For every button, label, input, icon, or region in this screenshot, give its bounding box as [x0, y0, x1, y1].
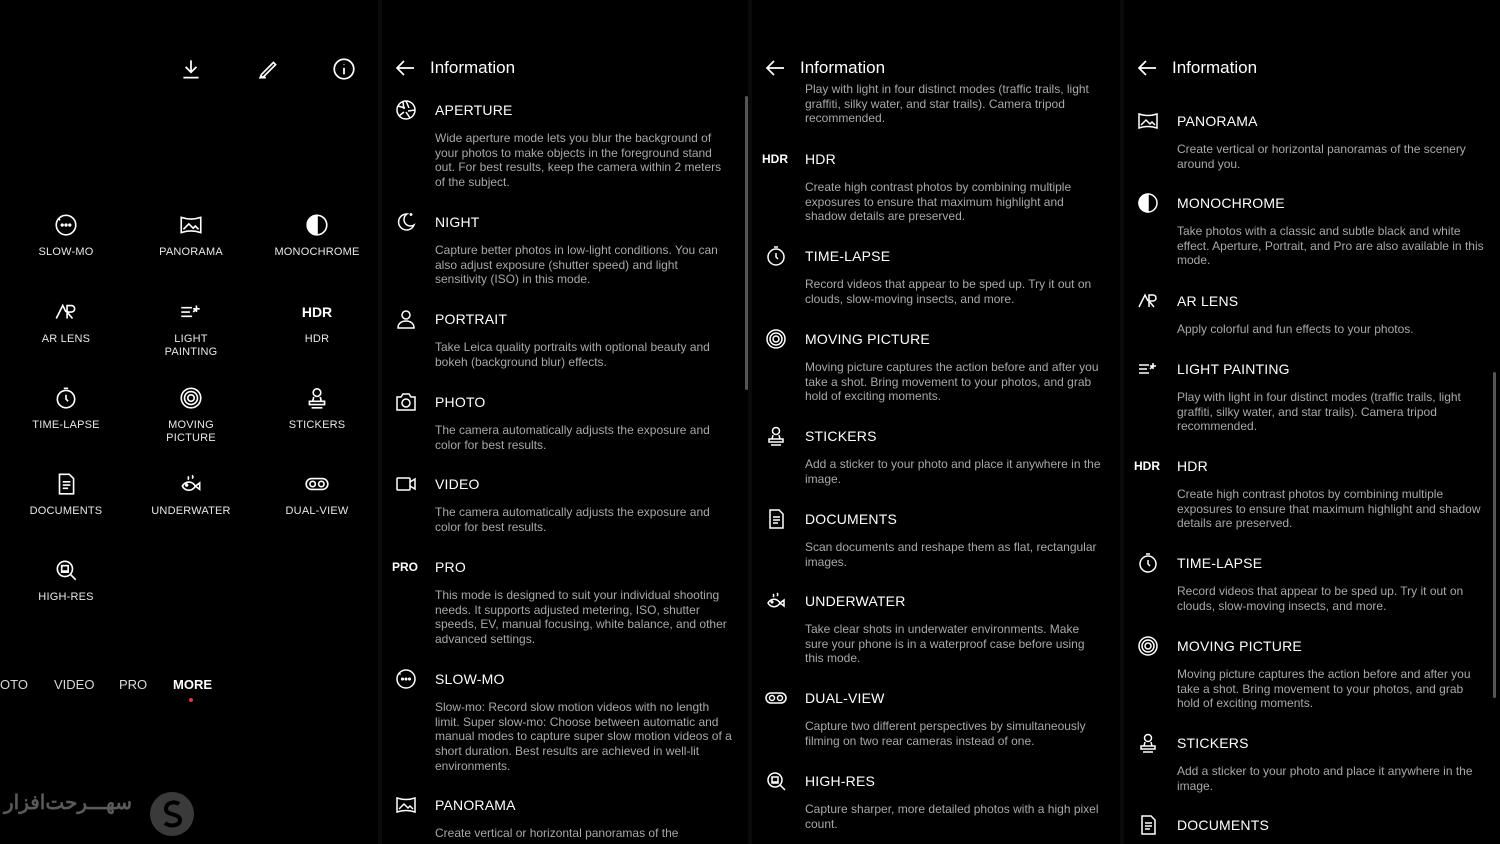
item-name: PANORAMA	[435, 797, 516, 813]
moving-picture-icon	[1136, 634, 1160, 658]
download-icon[interactable]	[178, 56, 204, 82]
night-icon	[394, 210, 418, 234]
tab-pro[interactable]: PRO	[119, 677, 148, 692]
dual-view-icon	[254, 471, 378, 497]
mode-label: STICKERS	[288, 419, 346, 431]
underwater-icon	[764, 589, 788, 613]
mode-timelapse[interactable]	[3, 385, 129, 432]
light-painting-icon	[1136, 357, 1160, 381]
panorama-icon	[1136, 109, 1160, 133]
mode-label: PANORAMA	[159, 246, 223, 258]
page-title: Information	[1172, 58, 1258, 77]
monochrome-icon	[254, 212, 378, 238]
aperture-icon	[394, 98, 418, 122]
item-description: The camera automatically adjusts the exposure and color for best results.	[435, 423, 710, 452]
item-description: Capture two different perspectives by simultaneously filming on two rear cameras instead of one.	[805, 719, 1086, 748]
moving-picture-icon	[764, 327, 788, 351]
item-description: Scan documents and reshape them as flat, rectangular images.	[805, 540, 1097, 569]
item-description: Add a sticker to your photo and place it anywhere in the image.	[805, 457, 1101, 486]
dual-view-icon	[764, 686, 788, 710]
item-name: APERTURE	[435, 102, 513, 118]
light-painting-icon	[128, 299, 254, 325]
mode-dualview[interactable]	[254, 471, 378, 518]
stickers-icon	[764, 424, 788, 448]
pro-icon: PRO	[392, 560, 419, 574]
mode-highres[interactable]	[3, 557, 129, 604]
stickers-icon	[1136, 731, 1160, 755]
camera-more-panel	[0, 0, 378, 844]
item-name: TIME-LAPSE	[1177, 555, 1263, 571]
item-name: SLOW-MO	[435, 671, 505, 687]
timelapse-icon	[3, 385, 129, 411]
item-description: Moving picture captures the action before and after you take a shot. Bring movement to your photos, and grab hold of exciting moments.	[805, 360, 1099, 404]
ar-lens-icon	[3, 299, 129, 325]
mode-label: LIGHT PAINTING	[164, 333, 218, 358]
mode-label: MONOCHROME	[274, 246, 360, 258]
back-arrow-icon[interactable]	[1136, 58, 1158, 78]
mode-label: DUAL-VIEW	[285, 505, 349, 517]
documents-icon	[764, 507, 788, 531]
timelapse-icon	[764, 244, 788, 268]
item-description: Create high contrast photos by combining multiple exposures to ensure that maximum highlight and shadow details are preserved.	[805, 180, 1072, 224]
high-res-icon	[764, 769, 788, 793]
mode-label: MOVING PICTURE	[166, 419, 216, 444]
item-description: Slow-mo: Record slow motion videos with no length limit. Super slow-mo: Choose between automatic and manual modes to capture super slow motion videos of a short duration. Best results are achieved in well-lit environments.	[435, 700, 732, 773]
page-title: Information	[800, 58, 886, 77]
item-name: PORTRAIT	[435, 311, 508, 327]
underwater-icon	[128, 471, 254, 497]
moving-picture-icon	[128, 385, 254, 411]
monochrome-icon	[1136, 191, 1160, 215]
panorama-icon	[128, 212, 254, 238]
item-name: AR LENS	[1177, 293, 1239, 309]
item-description: The camera automatically adjusts the exposure and color for best results.	[435, 505, 710, 534]
item-description: Add a sticker to your photo and place it anywhere in the image.	[1177, 764, 1473, 793]
item-name: DOCUMENTS	[805, 511, 898, 527]
item-name: MONOCHROME	[1177, 195, 1285, 211]
information-panel-1	[382, 0, 748, 844]
item-name: NIGHT	[435, 214, 480, 230]
item-description: Record videos that appear to be sped up. Try it out on clouds, slow-moving insects, and more.	[805, 277, 1092, 306]
item-name: STICKERS	[805, 428, 877, 444]
item-name: HIGH-RES	[805, 773, 876, 789]
active-tab-indicator	[189, 698, 193, 702]
mode-documents[interactable]	[3, 471, 129, 518]
item-name: TIME-LAPSE	[805, 248, 891, 264]
mode-label: SLOW-MO	[38, 246, 94, 258]
item-description: Capture sharper, more detailed photos with a high pixel count.	[805, 802, 1099, 831]
edit-icon[interactable]	[255, 56, 281, 82]
item-description: Take photos with a classic and subtle black and white effect. Aperture, Portrait, and Pro are also available in this mode.	[1177, 224, 1484, 268]
mode-label: HDR	[304, 333, 330, 345]
item-description: Play with light in four distinct modes (traffic trails, light graffiti, silky water, and star trails). Camera tripod recommended.	[1177, 390, 1461, 434]
high-res-icon	[3, 557, 129, 583]
back-arrow-icon[interactable]	[394, 58, 416, 78]
mode-slowmo[interactable]	[3, 212, 129, 259]
panorama-icon	[394, 793, 418, 817]
item-name: LIGHT PAINTING	[1177, 361, 1290, 377]
slowmo-icon	[3, 212, 129, 238]
ar-lens-icon	[1136, 289, 1160, 313]
information-panel-2	[752, 0, 1120, 844]
information-panel-3	[1124, 0, 1500, 844]
mode-underwater[interactable]	[128, 471, 254, 518]
item-name: PANORAMA	[1177, 113, 1258, 129]
item-name: PRO	[435, 559, 466, 575]
item-description: Create vertical or horizontal panoramas of the	[435, 826, 679, 840]
watermark-logo-icon	[148, 790, 196, 838]
mode-panorama[interactable]	[128, 212, 254, 259]
mode-label: UNDERWATER	[151, 505, 231, 517]
timelapse-icon	[1136, 551, 1160, 575]
item-description: Record videos that appear to be sped up. Try it out on clouds, slow-moving insects, and more.	[1177, 584, 1464, 613]
hdr-icon: HDR	[301, 304, 333, 320]
hdr-icon: HDR	[762, 152, 788, 166]
mode-monochrome[interactable]	[254, 212, 378, 259]
mode-label: AR LENS	[41, 333, 91, 345]
back-arrow-icon[interactable]	[764, 58, 786, 78]
mode-label: HIGH-RES	[38, 591, 94, 603]
hdr-icon: HDR	[1134, 459, 1160, 473]
item-name: MOVING PICTURE	[1177, 638, 1302, 654]
tab-photo[interactable]: OTO	[0, 677, 28, 692]
item-name: STICKERS	[1177, 735, 1249, 751]
page-title: Information	[430, 58, 516, 77]
item-name: DOCUMENTS	[1177, 817, 1270, 833]
item-name: UNDERWATER	[805, 593, 906, 609]
tab-video[interactable]: VIDEO	[54, 677, 95, 692]
item-description: Apply colorful and fun effects to your photos.	[1177, 322, 1414, 336]
item-description: Capture better photos in low-light conditions. You can also adjust exposure (shutter speed) and light sensitivity (ISO) in this mode.	[435, 243, 718, 287]
slowmo-icon	[394, 667, 418, 691]
info-icon[interactable]	[331, 56, 357, 82]
item-description: Create high contrast photos by combining multiple exposures to ensure that maximum highlight and shadow details are preserved.	[1177, 487, 1481, 531]
watermark-text: سهـــرحت‌افزار	[4, 792, 132, 814]
item-name: VIDEO	[435, 476, 480, 492]
item-description: Create vertical or horizontal panoramas of the scenery around you.	[1177, 142, 1466, 171]
photo-icon	[394, 390, 418, 414]
stickers-icon	[254, 385, 378, 411]
item-description: Take Leica quality portraits with optional beauty and bokeh (background blur) effects.	[435, 340, 710, 369]
mode-stickers[interactable]	[254, 385, 378, 432]
item-name: MOVING PICTURE	[805, 331, 930, 347]
item-description: Take clear shots in underwater environments. Make sure your phone is in a waterproof case before using this mode.	[805, 622, 1085, 666]
documents-icon	[3, 471, 129, 497]
scrollbar[interactable]	[1493, 372, 1496, 698]
portrait-icon	[394, 307, 418, 331]
mode-label: DOCUMENTS	[29, 505, 103, 517]
mode-arlens[interactable]	[3, 299, 129, 346]
item-name: HDR	[1177, 458, 1208, 474]
item-description: Wide aperture mode lets you blur the background of your photos to make objects in the foreground stand out. For best results, keep the camera within 2 meters of the subject.	[435, 131, 722, 190]
item-description: This mode is designed to suit your individual shooting needs. It supports adjusted metering, ISO, shutter speeds, EV, manual focusing, white balance, and other advanced settings.	[435, 588, 727, 647]
item-name: PHOTO	[435, 394, 486, 410]
mode-label: TIME-LAPSE	[32, 419, 100, 431]
video-icon	[394, 472, 418, 496]
item-description: Moving picture captures the action before and after you take a shot. Bring movement to your photos, and grab hold of exciting moments.	[1177, 667, 1471, 711]
item-name: DUAL-VIEW	[805, 690, 885, 706]
mode-hdr[interactable]	[254, 299, 378, 346]
tab-more[interactable]: MORE	[173, 677, 212, 692]
light-painting-desc-partial: Play with light in four distinct modes (traffic trails, light graffiti, silky water, and star trails). Camera tripod recommended.	[805, 82, 1089, 126]
item-name: HDR	[805, 151, 836, 167]
documents-icon	[1136, 813, 1160, 837]
mode-movingpicture[interactable]	[128, 385, 254, 445]
mode-lightpainting[interactable]	[128, 299, 254, 359]
